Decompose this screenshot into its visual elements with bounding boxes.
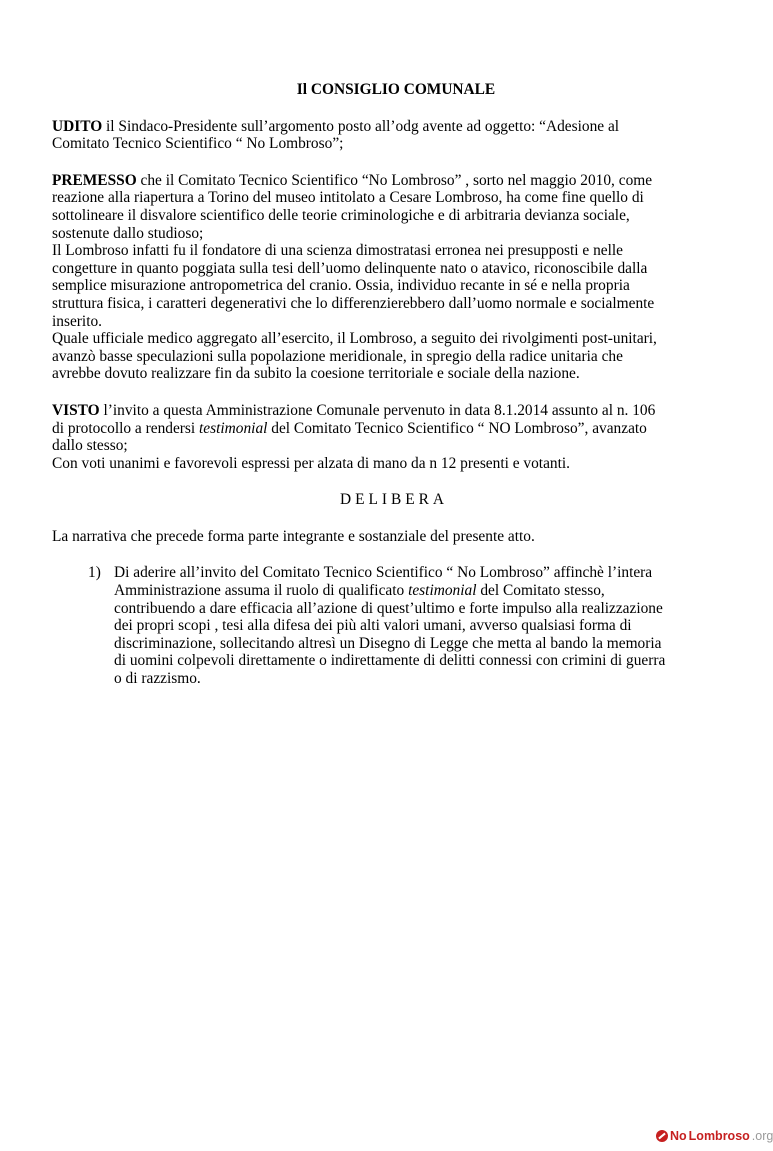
text-line: di uomini colpevoli direttamente o indirettamente di delitti connessi con crimini di guerra bbox=[114, 652, 666, 670]
text-line: avrebbe dovuto realizzare fin da subito la coesione territoriale e sociale della nazione. bbox=[52, 365, 580, 383]
text-line: contribuendo a dare efficacia all’azione di quest’ultimo e forte impulso alla realizzazione bbox=[114, 599, 663, 617]
visto-label: VISTO bbox=[52, 401, 100, 419]
text-line: Quale ufficiale medico aggregato all’esercito, il Lombroso, a seguito dei rivolgimenti post-unitari, bbox=[52, 330, 657, 348]
visto-paragraph: VISTO l’invito a questa Amministrazione Comunale pervenuto in data 8.1.2014 assunto al n. 106 di protocollo a rendersi testimonial del Comitato Tecnico Scientifico “ NO Lombroso”, avanzato dallo stesso; Con voti unanimi e favorevoli espressi per alzata di mano da n 12 presenti e votanti. bbox=[52, 401, 656, 472]
text-line: Il Lombroso infatti fu il fondatore di una scienza dimostratasi erronea nei presupposti e nelle bbox=[52, 242, 623, 260]
text-line: dei propri scopi , tesi alla difesa dei più alti valori umani, avverso qualsiasi forma di bbox=[114, 617, 632, 635]
text-line: o di razzismo. bbox=[114, 670, 201, 688]
item-number: 1) bbox=[88, 564, 101, 582]
text-line: semplice misurazione antropometrica del cranio. Ossia, individuo recante in sé e nella propria bbox=[52, 277, 630, 295]
text-line: sottolineare il disvalore scientifico delle teorie criminologiche e di arbitraria devianza sociale, bbox=[52, 206, 630, 224]
udito-label: UDITO bbox=[52, 117, 103, 135]
document-page bbox=[52, 81, 720, 688]
text-line: struttura fisica, i caratteri degenerativi che lo differenzierebbero dall’uomo normale e socialmente bbox=[52, 294, 655, 312]
udito-paragraph: UDITO il Sindaco-Presidente sull’argomento posto all’odg avente ad oggetto: “Adesione al Comitato Tecnico Scientifico “ No Lombroso”; bbox=[52, 117, 620, 153]
text-line: reazione alla riapertura a Torino del museo intitolato a Cesare Lombroso, ha come fine quello di bbox=[52, 189, 644, 207]
premesso-paragraph: PREMESSO che il Comitato Tecnico Scientifico “No Lombroso” , sorto nel maggio 2010, come reazione alla riapertura a Torino del museo intitolato a Cesare Lombroso, ha come fine quello di sottolineare il disvalore scientifico delle teorie criminologiche e di arbitraria devianza sociale, sostenute dallo studioso; Il Lombroso infatti fu il fondatore di una scienza dimostratasi erronea nei presupposti e nelle congetture in quanto poggiata sulla tesi dell’uomo delinquente nato o atavico, riconoscibile dalla semplice misurazione antropometrica del cranio. Ossia, individuo recante in sé e nella propria struttura fisica, i caratteri degenerativi che lo differenzierebbero dall’uomo normale e socialmente inserito. Quale ufficiale medico aggregato all’esercito, il Lombroso, a seguito dei rivolgimenti post-unitari, avanzò basse speculazioni sulla popolazione meridionale, in spregio della radice unitaria che avrebbe dovuto realizzare fin da subito la coesione territoriale e sociale della nazione. bbox=[52, 172, 720, 383]
premesso-label: PREMESSO bbox=[52, 171, 137, 189]
page-title: Il CONSIGLIO COMUNALE bbox=[296, 81, 496, 98]
deliberation-list bbox=[52, 564, 720, 687]
text-line: inserito. bbox=[52, 312, 103, 330]
no-symbol-icon bbox=[656, 1130, 668, 1142]
text-line: discriminazione, sollecitando altresì un Disegno di Legge che metta al bando la memoria bbox=[114, 634, 662, 652]
text-line: sostenute dallo studioso; bbox=[52, 224, 204, 242]
narrativa-paragraph: La narrativa che precede forma parte integrante e sostanziale del presente atto. bbox=[52, 527, 535, 545]
text-line: avanzò basse speculazioni sulla popolazione meridionale, in spregio della radice unitaria che bbox=[52, 347, 623, 365]
nolombroso-watermark: No Lombroso .org bbox=[656, 1129, 773, 1143]
delibera-heading: DELIBERA bbox=[339, 491, 449, 509]
text-line: congetture in quanto poggiata sulla tesi dell’uomo delinquente nato o atavico, riconoscibile dalla bbox=[52, 259, 648, 277]
list-item: 1) Di aderire all’invito del Comitato Tecnico Scientifico “ No Lombroso” affinchè l’intera Amministrazione assuma il ruolo di qualificato testimonial del Comitato stesso, contribuendo a dare efficacia all’azione di quest’ultimo e forte impulso alla realizzazione dei propri scopi , tesi alla difesa dei più alti valori umani, avverso qualsiasi forma di discriminazione, sollecitando altresì un Disegno di Legge che metta al bando la memoria di uomini colpevoli direttamente o indirettamente di delitti connessi con crimini di guerra o di razzismo. bbox=[114, 564, 720, 687]
